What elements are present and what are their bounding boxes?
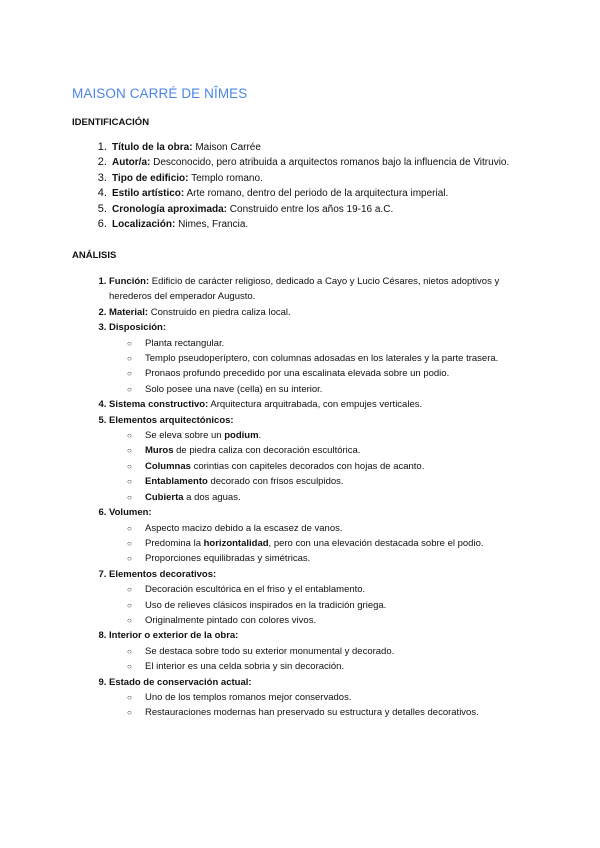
sublist — [109, 428, 534, 505]
subitem — [141, 521, 534, 536]
subitem: ○ Planta rectangular. — [141, 336, 534, 351]
document-title: MAISON CARRÉ DE NÎMES — [72, 86, 248, 101]
subitem: ○ Restauraciones modernas han preservado su estructura y detalles decorativos. — [141, 705, 534, 720]
item-text: Nimes, Francia. — [175, 219, 249, 231]
item-text: Arquitectura arquitrabada, con empujes verticales. — [208, 399, 423, 411]
subitem-text: Aspecto macizo debido a la escasez de vanos. — [145, 522, 343, 534]
sublist — [109, 582, 534, 628]
item-label: Interior o exterior de la obra: — [109, 630, 239, 642]
section-heading-analisis: ANÁLISIS — [72, 250, 117, 261]
list-item — [110, 140, 540, 155]
list-item-elementos — [109, 413, 534, 505]
subitem-text: de piedra caliza con decoración escultórica. — [173, 445, 361, 457]
subitem-text: decorado con frisos esculpidos. — [207, 476, 344, 488]
subitem — [141, 536, 534, 551]
analisis-list — [92, 274, 534, 721]
subitem: ○ Solo posee una nave (cella) en su interior. — [141, 382, 534, 397]
list-item-volumen — [109, 505, 534, 567]
subitem-text: corintias con capiteles decorados con hojas de acanto. — [190, 460, 425, 472]
item-label: Sistema constructivo: — [109, 399, 209, 411]
list-item-interior — [109, 628, 534, 674]
list-item-decorativos — [109, 567, 534, 629]
section-heading-identificacion: IDENTIFICACIÓN — [72, 117, 150, 128]
item-label: Función: — [109, 276, 150, 287]
item-label: Título de la obra: — [112, 142, 193, 153]
list-item — [110, 202, 540, 217]
subitem-text: Proporciones equilibradas y simétricas. — [145, 553, 311, 565]
subitem — [141, 551, 534, 566]
item-label: Disposición: — [109, 322, 167, 334]
item-label: Tipo de edificio: — [112, 172, 189, 184]
list-item-sistema — [109, 397, 534, 412]
item-text: Templo romano. — [188, 172, 263, 184]
subitem-text: . — [258, 430, 262, 442]
list-item — [110, 155, 540, 170]
subitem: ○ Templo pseudoperíptero, con columnas adosadas en los laterales y la parte trasera. — [141, 351, 534, 366]
list-item — [110, 217, 540, 232]
item-label: Autor/a: — [112, 157, 151, 169]
item-label: Estado de conservación actual: — [109, 676, 252, 688]
item-text: Arte romano, dentro del periodo de la arquitectura imperial. — [184, 188, 449, 200]
subitem-bold: Muros — [145, 445, 174, 457]
sublist — [109, 644, 534, 675]
subitem — [141, 428, 534, 443]
sublist — [109, 521, 534, 567]
subitem-text: a dos aguas. — [183, 491, 241, 503]
subitem-bold: Entablamento — [145, 476, 208, 488]
identificacion-list — [92, 140, 540, 232]
item-text: Construido entre los años 19-16 a.C. — [227, 203, 394, 215]
sublist — [109, 336, 534, 398]
list-item-disposicion — [109, 320, 534, 397]
subitem — [141, 443, 534, 458]
sublist — [109, 690, 534, 721]
subitem: ○ Originalmente pintado con colores vivos. — [141, 613, 534, 628]
subitem: ○ El interior es una celda sobria y sin decoración. — [141, 659, 534, 674]
item-text: Maison Carrée — [192, 142, 261, 153]
item-label: Estilo artístico: — [112, 188, 185, 200]
subitem-bold: Cubierta — [145, 491, 184, 503]
subitem-bold: Columnas — [145, 460, 191, 472]
item-text: Edificio de carácter religioso, dedicado a Cayo y Lucio Césares, nietos adoptivos y herederos del emperador Augusto. — [109, 276, 500, 303]
subitem-text: , pero con una elevación destacada sobre el podio. — [268, 537, 484, 549]
item-text: Construido en piedra caliza local. — [148, 306, 291, 318]
item-label: Volumen: — [109, 507, 152, 519]
item-label: Cronología aproximada: — [112, 203, 228, 215]
subitem: ○ Pronaos profundo precedido por una escalinata elevada sobre un podio. — [141, 366, 534, 381]
subitem: ○ Decoración escultórica en el friso y el entablamento. — [141, 582, 534, 597]
subitem: ○ Uso de relieves clásicos inspirados en la tradición griega. — [141, 598, 534, 613]
item-label: Localización: — [112, 219, 176, 231]
list-item — [110, 171, 540, 186]
item-label: Elementos arquitectónicos: — [109, 414, 234, 426]
list-item-conservacion — [109, 675, 534, 721]
subitem — [141, 459, 534, 474]
list-item — [110, 186, 540, 201]
subitem-text: Predomina la — [145, 537, 204, 549]
subitem-bold: horizontalidad — [203, 537, 269, 549]
list-item-funcion — [109, 274, 534, 305]
subitem-bold: podium — [224, 430, 259, 442]
item-label: Elementos decorativos: — [109, 568, 217, 580]
subitem — [141, 490, 534, 505]
subitem-text: Se eleva sobre un — [145, 430, 225, 442]
subitem — [141, 474, 534, 489]
subitem: ○ Se destaca sobre todo su exterior monumental y decorado. — [141, 644, 534, 659]
item-label: Material: — [109, 306, 149, 318]
subitem: ○ Uno de los templos romanos mejor conservados. — [141, 690, 534, 705]
item-text: Desconocido, pero atribuida a arquitectos romanos bajo la influencia de Vitruvio. — [150, 157, 510, 169]
list-item-material — [109, 305, 534, 320]
